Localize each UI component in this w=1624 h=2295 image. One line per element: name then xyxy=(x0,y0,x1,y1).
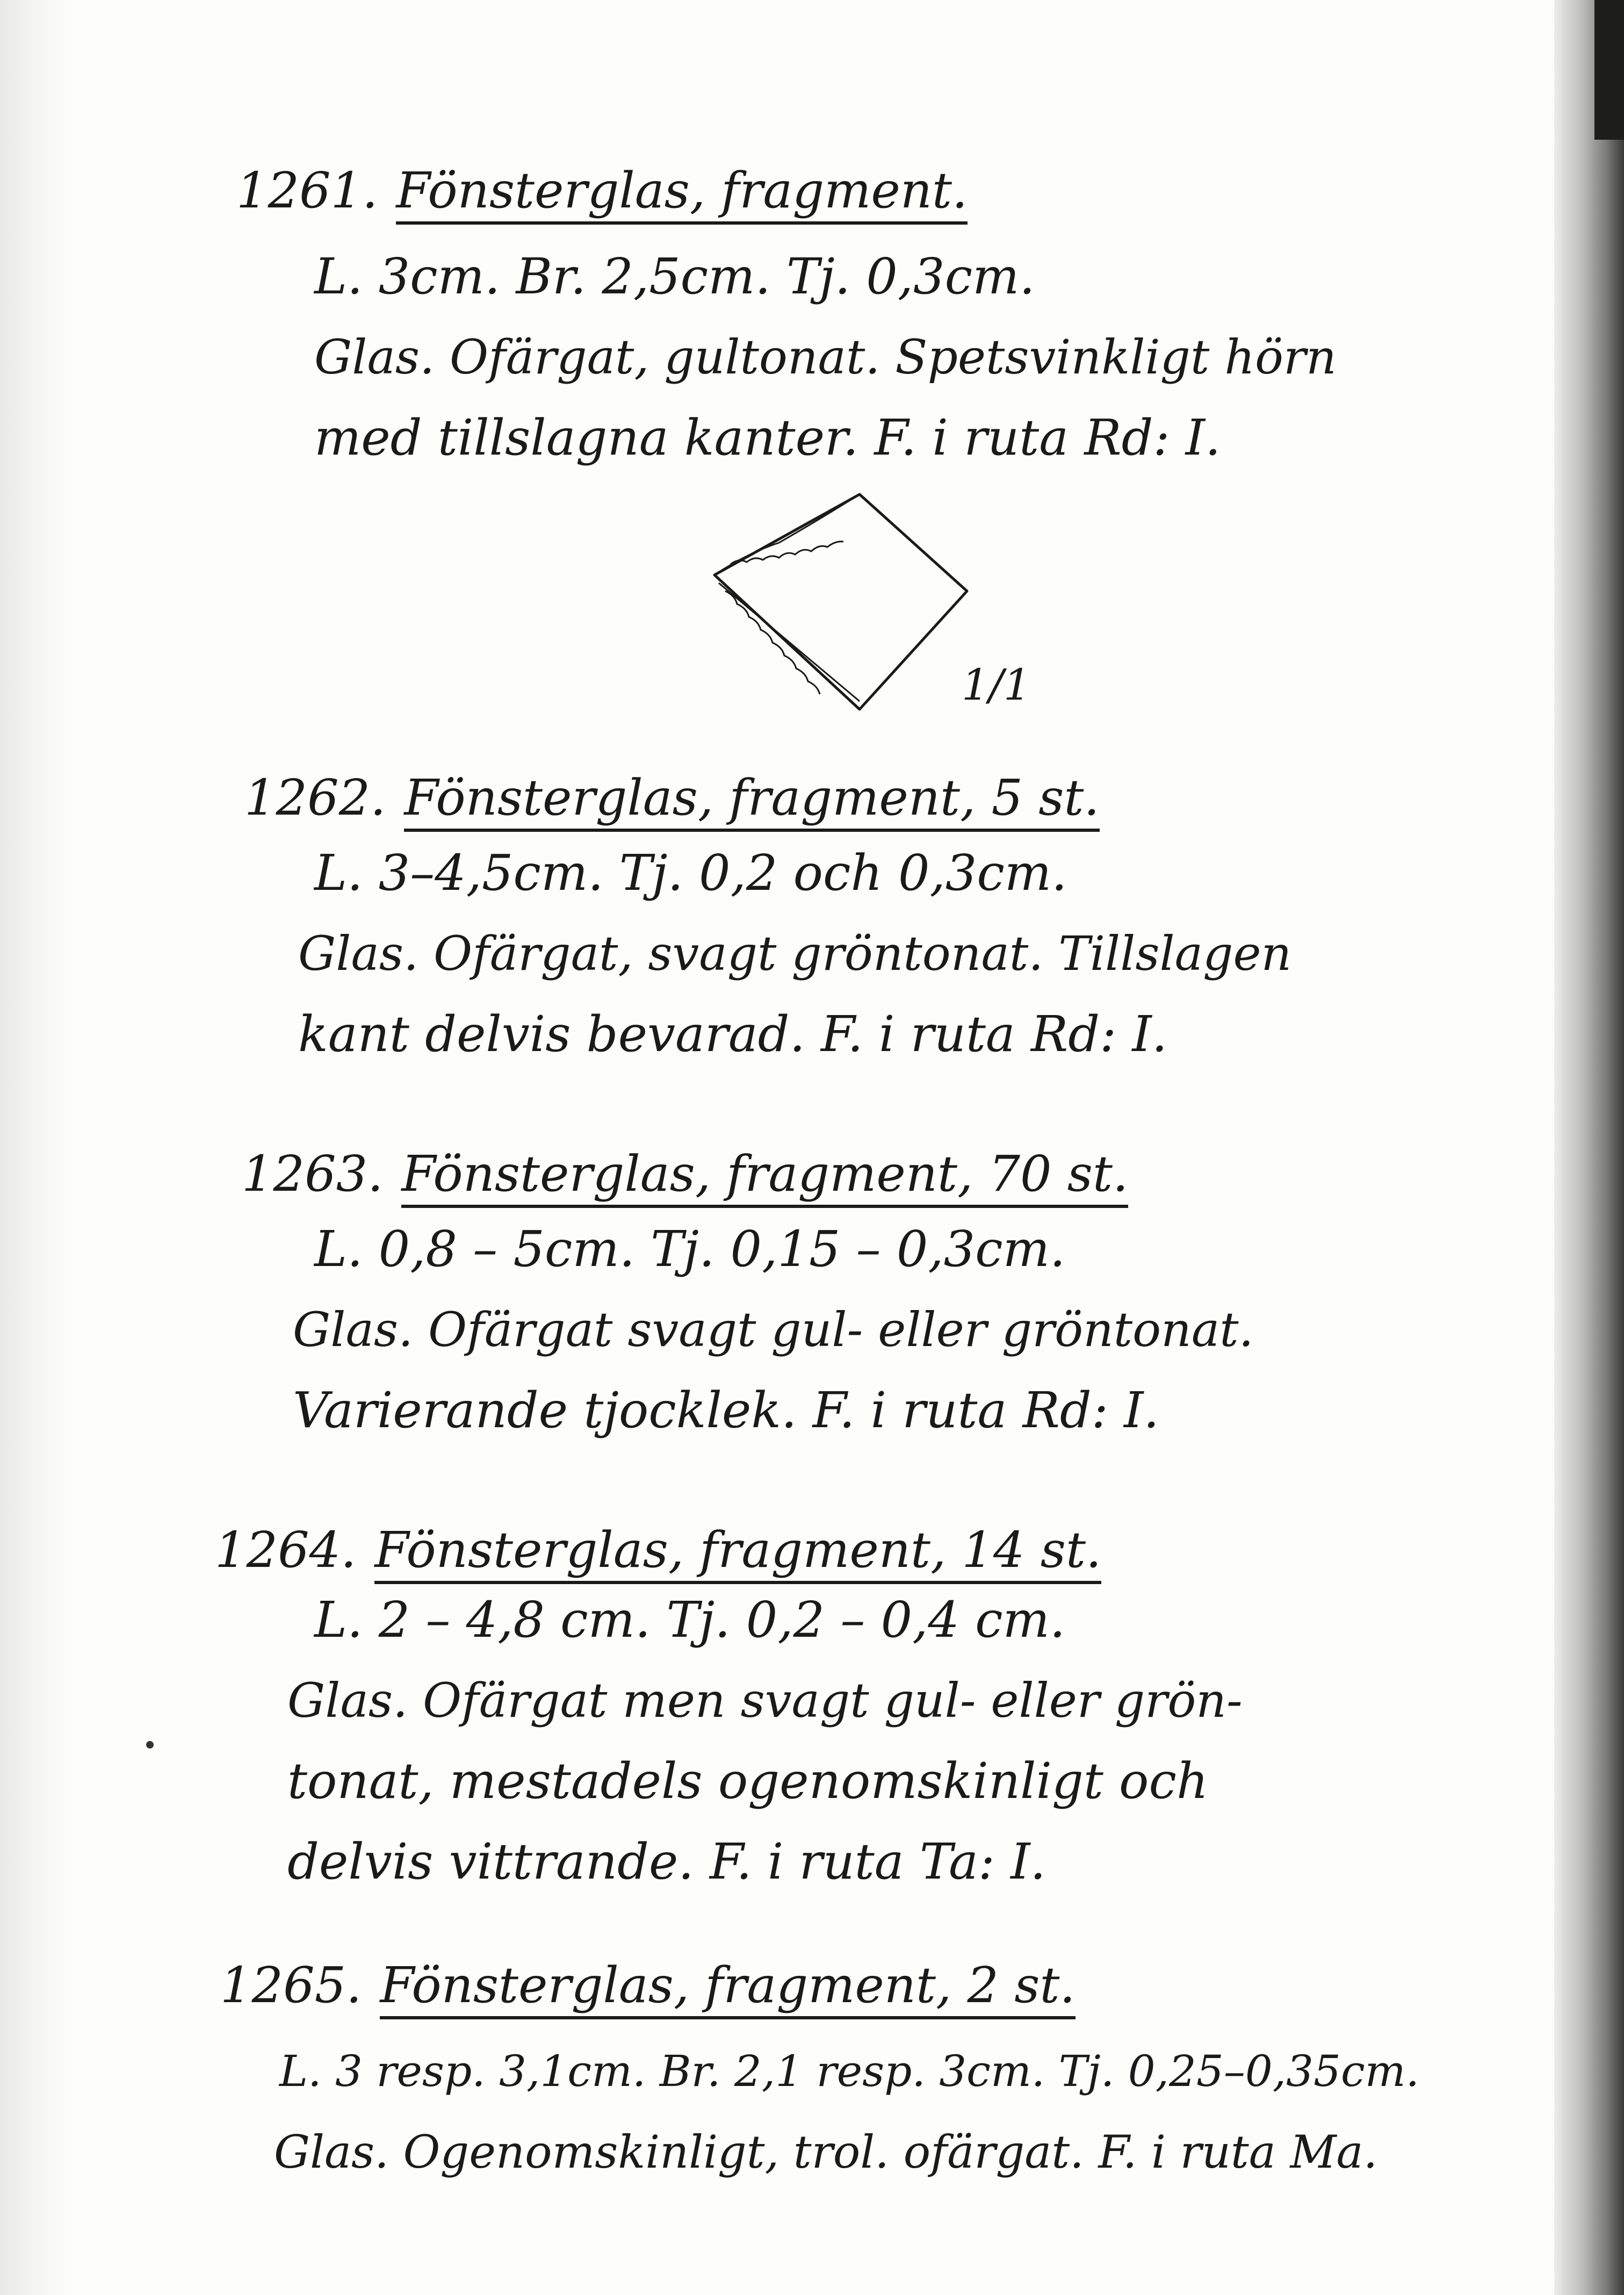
entry-description-line: med tillslagna kanter. F. i ruta Rd: I. xyxy=(314,409,1221,466)
entry-heading xyxy=(215,1521,1101,1584)
entry-title: Fönsterglas, fragment, 70 st. xyxy=(401,1145,1128,1208)
entry-measurements: L. 3cm. Br. 2,5cm. Tj. 0,3cm. xyxy=(314,248,1035,305)
entry-description-line: tonat, mestadels ogenomskinligt och xyxy=(287,1752,1209,1810)
entry-title: Fönsterglas, fragment. xyxy=(396,161,968,225)
glass-fragment-sketch xyxy=(698,484,999,731)
entry-description-line: kant delvis bevarad. F. i ruta Rd: I. xyxy=(298,1005,1167,1063)
entry-title: Fönsterglas, fragment, 2 st. xyxy=(380,1956,1075,2019)
entry-number: 1262. xyxy=(244,769,386,826)
entry-description-line: Glas. Ogenomskinligt, trol. ofärgat. F. i ruta Ma. xyxy=(274,2126,1378,2178)
entry-number: 1263. xyxy=(242,1145,384,1203)
entry-heading xyxy=(220,1956,1076,2019)
book-spine-corner xyxy=(1594,0,1624,140)
entry-description-line: Glas. Ofärgat men svagt gul- eller grön- xyxy=(287,1673,1243,1728)
entry-measurements: L. 0,8 – 5cm. Tj. 0,15 – 0,3cm. xyxy=(314,1220,1066,1278)
entry-heading xyxy=(242,1145,1128,1208)
entry-number: 1264. xyxy=(215,1521,357,1579)
book-spine-shadow xyxy=(1554,0,1624,2295)
entry-description-line: Glas. Ofärgat, svagt gröntonat. Tillslagen xyxy=(298,926,1292,981)
entry-measurements: L. 3–4,5cm. Tj. 0,2 och 0,3cm. xyxy=(314,844,1067,902)
entry-description-line: Glas. Ofärgat, gultonat. Spetsvinkligt hörn xyxy=(314,329,1337,385)
entry-description-line: delvis vittrande. F. i ruta Ta: I. xyxy=(287,1833,1046,1890)
entry-number: 1265. xyxy=(220,1956,362,2014)
entry-number: 1261. xyxy=(236,162,378,219)
entry-description-line: Glas. Ofärgat svagt gul- eller gröntonat. xyxy=(293,1302,1254,1357)
entry-title: Fönsterglas, fragment, 5 st. xyxy=(404,768,1099,832)
entry-heading xyxy=(236,161,968,225)
page-left-margin xyxy=(0,0,75,2295)
entry-title: Fönsterglas, fragment, 14 st. xyxy=(374,1521,1101,1584)
entry-measurements: L. 3 resp. 3,1cm. Br. 2,1 resp. 3cm. Tj. 0,25–0,35cm. xyxy=(279,2046,1420,2096)
entry-description-line: Varierande tjocklek. F. i ruta Rd: I. xyxy=(293,1382,1159,1439)
entry-heading xyxy=(244,768,1100,832)
entry-measurements: L. 2 – 4,8 cm. Tj. 0,2 – 0,4 cm. xyxy=(314,1591,1066,1649)
ink-dot xyxy=(146,1741,154,1749)
scale-label: 1/1 xyxy=(962,660,1031,710)
